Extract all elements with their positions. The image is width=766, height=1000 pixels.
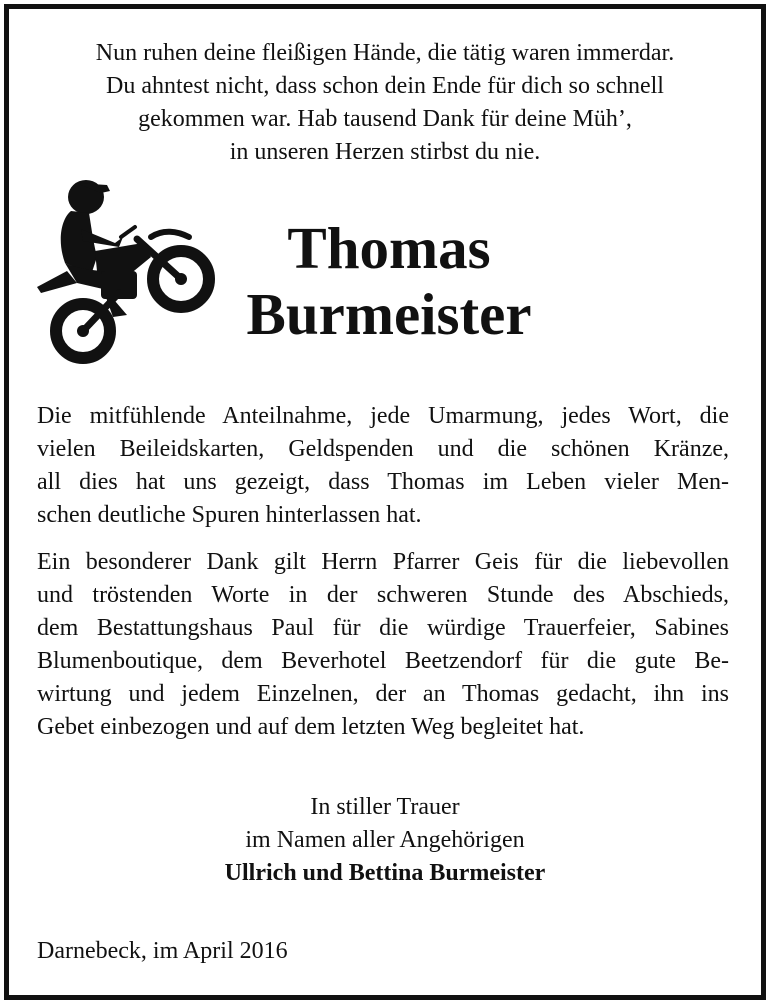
- paragraph-line: und tröstenden Worte in der schweren Stunde des Abschieds,: [37, 582, 729, 608]
- deceased-first-name: Thomas: [287, 215, 491, 281]
- signature-line: im Namen aller Angehörigen: [245, 827, 525, 853]
- paragraph-line: Die mitfühlende Anteilnahme, jede Umarmung, jedes Wort, die: [37, 403, 729, 429]
- obituary-frame: [4, 4, 766, 1000]
- paragraph-line: Gebet einbezogen und auf dem letzten Weg begleitet hat.: [37, 714, 585, 740]
- signature-line: In stiller Trauer: [310, 794, 460, 820]
- poem-line: in unseren Herzen stirbst du nie.: [229, 139, 541, 165]
- motocross-rider-icon: [31, 171, 221, 366]
- paragraph-line: all dies hat uns gezeigt, dass Thomas im Leben vieler Men-: [37, 469, 729, 495]
- poem-line: Nun ruhen deine fleißigen Hände, die tätig waren immerdar.: [95, 40, 675, 66]
- deceased-last-name: Burmeister: [246, 281, 532, 347]
- paragraph-line: schen deutliche Spuren hinterlassen hat.: [37, 502, 422, 528]
- paragraph-special-thanks: [37, 546, 729, 744]
- paragraph-line: Blumenboutique, dem Beverhotel Beetzendorf für die gute Be-: [37, 648, 729, 674]
- signature-names: Ullrich und Bettina Burmeister: [224, 860, 546, 886]
- signature-block: [9, 791, 761, 890]
- paragraph-line: vielen Beileidskarten, Geldspenden und die schönen Kränze,: [37, 436, 729, 462]
- paragraph-line: Ein besonderer Dank gilt Herrn Pfarrer Geis für die liebevollen: [37, 549, 729, 575]
- poem-line: gekommen war. Hab tausend Dank für deine Müh’,: [138, 106, 632, 132]
- paragraph-line: dem Bestattungshaus Paul für die würdige Trauerfeier, Sabines: [37, 615, 729, 641]
- paragraph-thanks: [37, 400, 729, 532]
- deceased-name: [219, 215, 559, 347]
- place-date: Darnebeck, im April 2016: [37, 938, 288, 964]
- paragraph-line: wirtung und jedem Einzelnen, der an Thomas gedacht, ihn ins: [37, 681, 729, 707]
- poem-line: Du ahntest nicht, dass schon dein Ende für dich so schnell: [106, 73, 664, 99]
- poem: [9, 37, 761, 169]
